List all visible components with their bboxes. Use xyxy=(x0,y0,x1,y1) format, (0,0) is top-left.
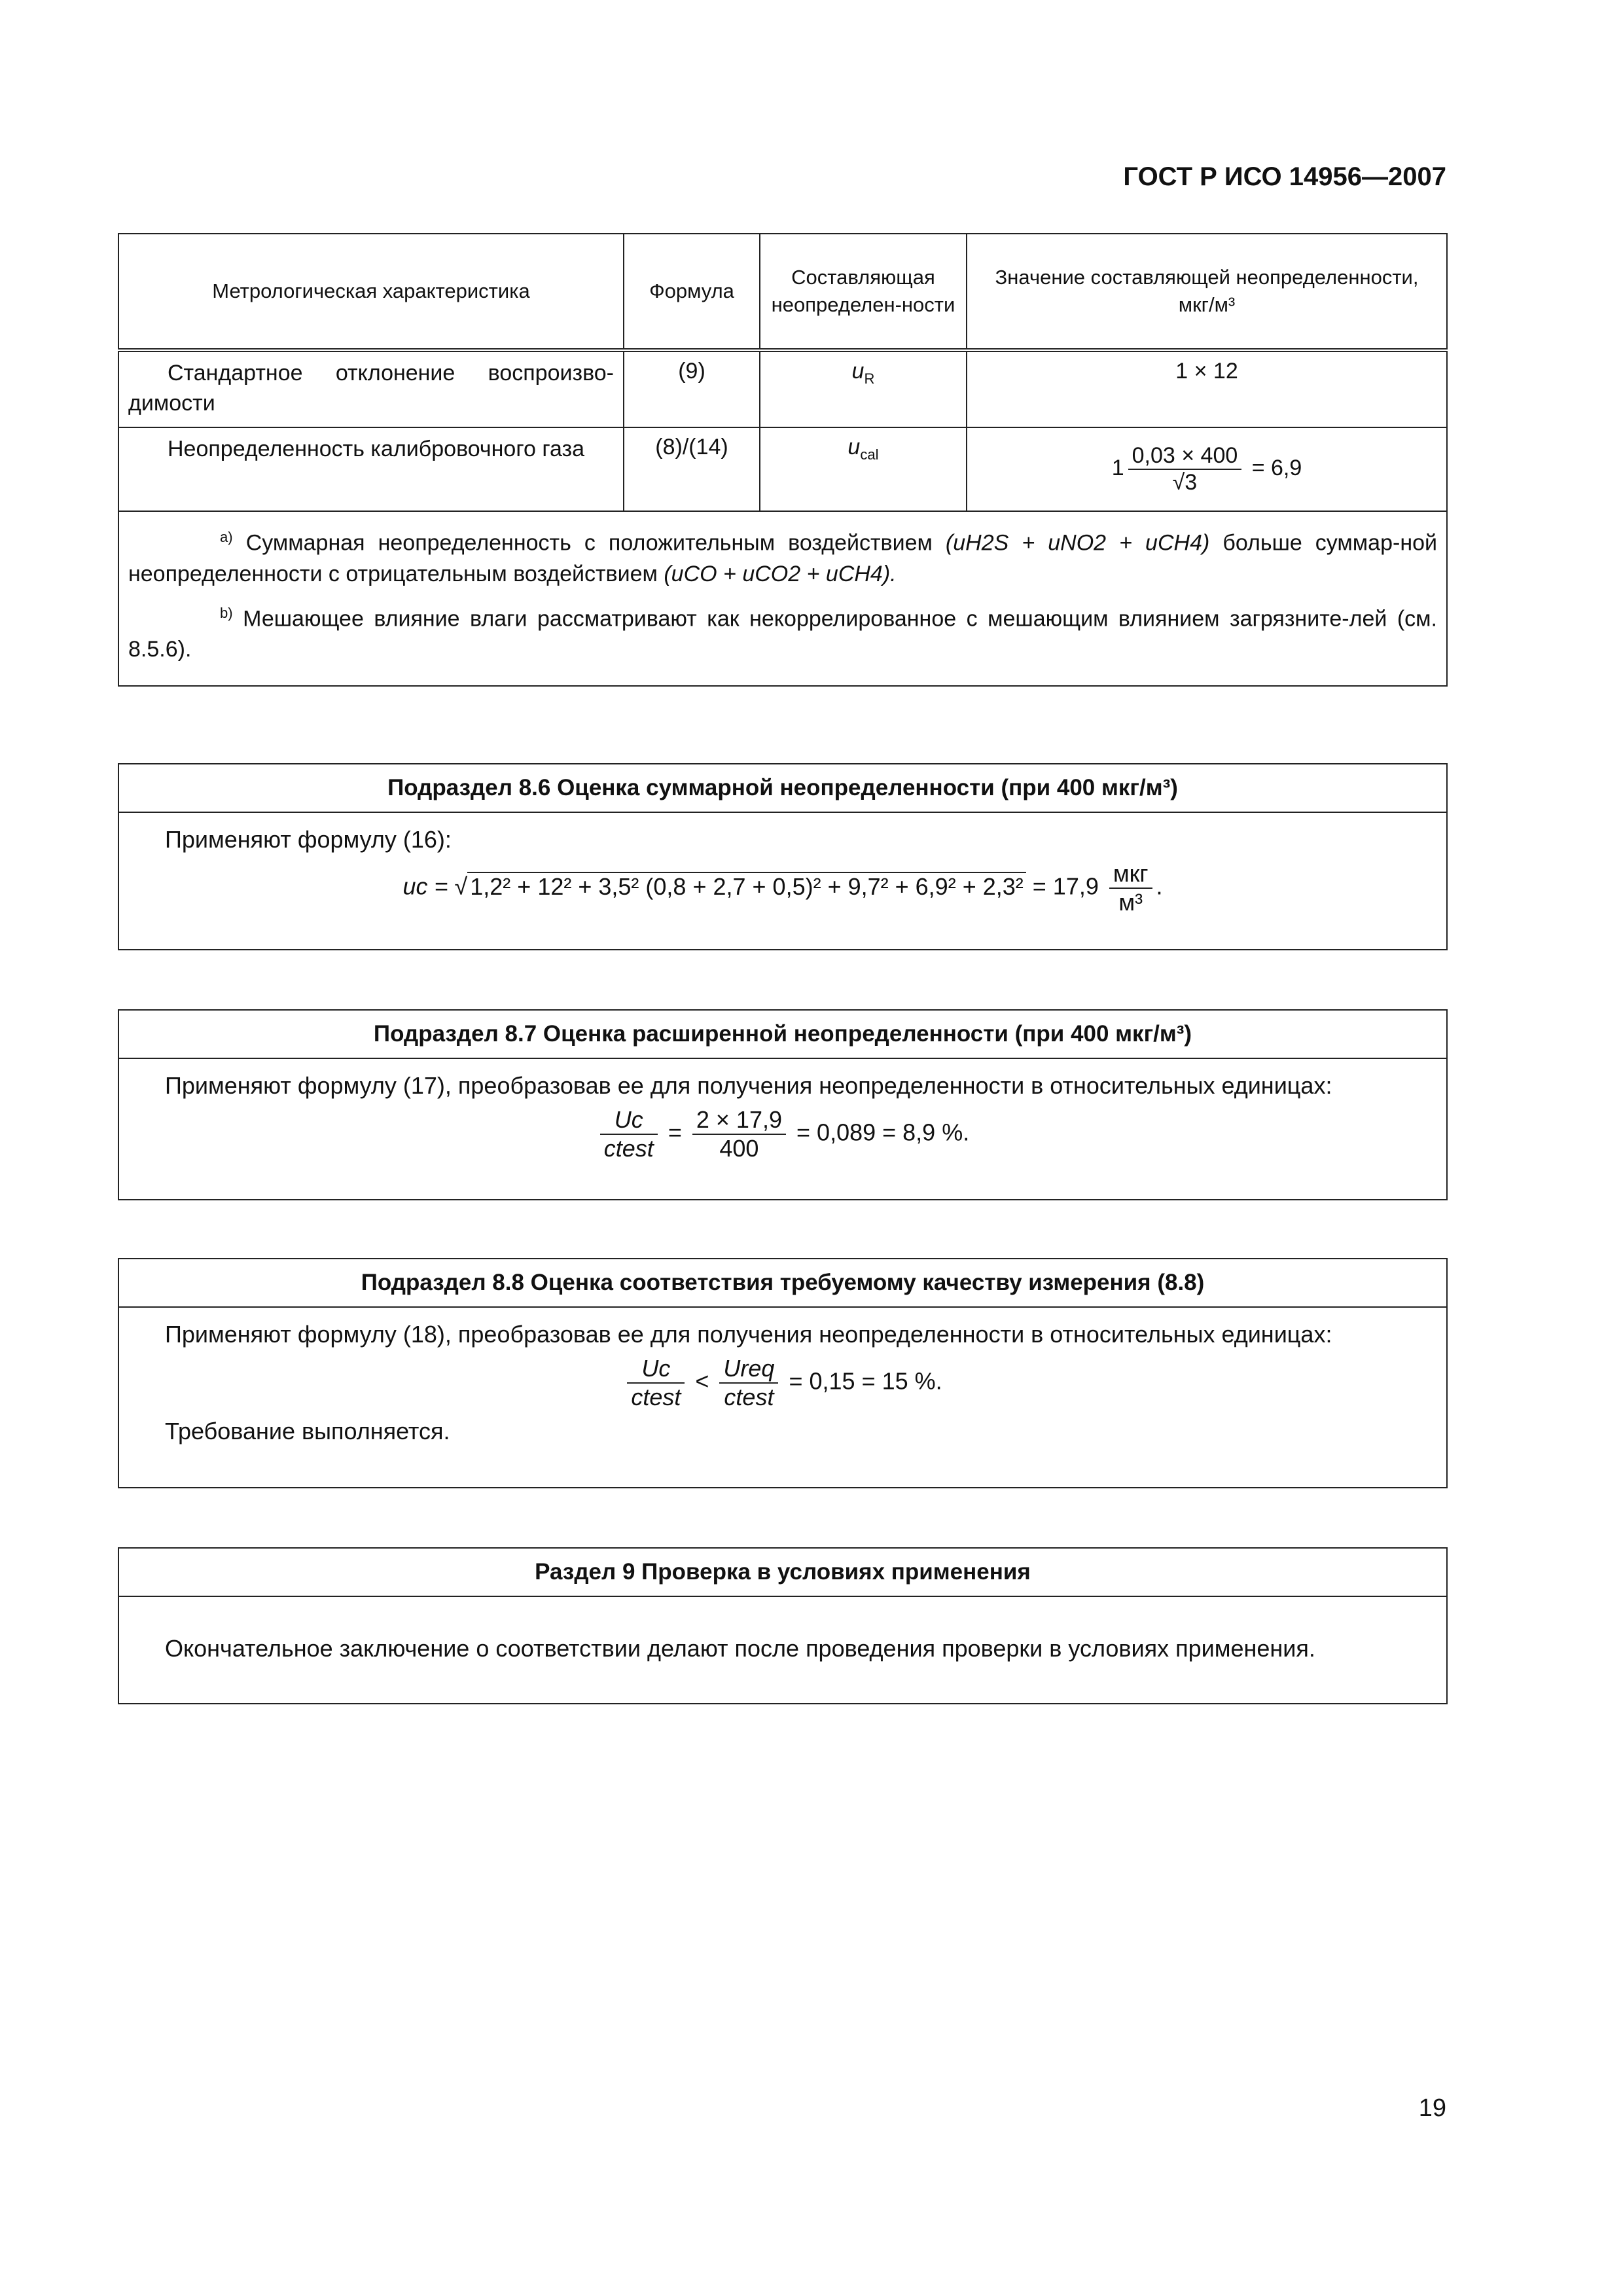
section-title: Подраздел 8.7 Оценка расширенной неопределенности (при 400 мкг/м³) xyxy=(119,1011,1446,1059)
col-characteristic: Метрологическая характеристика xyxy=(118,234,624,350)
expanded-uncertainty-formula: $\frac{Uc}{\text{ctest}}$ = $\frac{2 \times 17,9}{400}$ = 0,089 = 8,9 %. xyxy=(165,1106,1400,1162)
row-symbol: $u_{cal}$ xyxy=(760,427,967,511)
table-header-row xyxy=(118,234,1447,350)
document-header: ГОСТ Р ИСО 14956—2007 xyxy=(1123,162,1446,191)
combined-uncertainty-formula: uc = √ 1,2² + 12² + 3,5² (0,8 + 2,7 + 0,5)² + 9,7² + 6,9² + 2,3² = 17,9 $\frac{\text{мкг}}{\text{м³}}$ . xyxy=(402,860,1163,916)
section-text: Применяют формулу (17), преобразовав ее для получения неопределенности в относительных единицах: xyxy=(165,1072,1332,1099)
section-text: Окончательное заключение о соответствии делают после проведения проверки в условиях применения. xyxy=(165,1635,1315,1662)
table-notes xyxy=(118,511,1447,686)
note-b: $^{b)}$ Мешающее влияние влаги рассматривают как некоррелированное с мешающим влиянием загрязните-лей (см. 8.5.6). xyxy=(128,604,1437,662)
section-8-8 xyxy=(118,1258,1448,1488)
table-row xyxy=(118,427,1447,511)
row-formula: (9) xyxy=(624,350,760,427)
value-fraction: $\frac{0,03 \times 400}{√3}$ xyxy=(1128,443,1242,495)
section-text: Применяют формулу (18), преобразовав ее для получения неопределенности в относительных единицах: xyxy=(165,1321,1332,1348)
section-title: Раздел 9 Проверка в условиях применения xyxy=(119,1549,1446,1597)
section-text: Применяют формулу (16): xyxy=(165,826,452,853)
row-symbol: $u_R$ xyxy=(760,350,967,427)
row-formula: (8)/(14) xyxy=(624,427,760,511)
uncertainty-table xyxy=(118,233,1448,687)
col-formula: Формула xyxy=(624,234,760,350)
table-notes-row xyxy=(118,511,1447,686)
section-8-7 xyxy=(118,1009,1448,1200)
table-row xyxy=(118,350,1447,427)
quality-check-formula: $\frac{Uc}{\text{ctest}}$ < $\frac{\text{Ureq}}{\text{ctest}}$ = 0,15 = 15 %. xyxy=(165,1355,1400,1411)
col-value: Значение составляющей неопределенности, мкг/м³ xyxy=(967,234,1447,350)
note-a: $^{a)}$ Суммарная неопределенность с положительным воздействием (uH2S + uNO2 + uCH4) больше суммар-ной неопределенности с отрицательным воздействием (uCO + uCO2 + uCH4). xyxy=(128,529,1437,586)
row-value: 1 × 12 xyxy=(967,350,1447,427)
section-9 xyxy=(118,1547,1448,1704)
row-value: 1 $\frac{0,03 \times 400}{√3}$ = 6,9 xyxy=(967,427,1447,511)
section-title: Подраздел 8.6 Оценка суммарной неопределенности (при 400 мкг/м³) xyxy=(119,764,1446,813)
page-number: 19 xyxy=(1418,2094,1446,2122)
section-title: Подраздел 8.8 Оценка соответствия требуемому качеству измерения (8.8) xyxy=(119,1259,1446,1308)
row-characteristic: Стандартное отклонение воспроизво-димости xyxy=(118,350,624,427)
section-conclusion: Требование выполняется. xyxy=(165,1418,450,1444)
section-8-6 xyxy=(118,763,1448,950)
row-characteristic: Неопределенность калибровочного газа xyxy=(118,427,624,511)
col-component: Составляющая неопределен-ности xyxy=(760,234,967,350)
